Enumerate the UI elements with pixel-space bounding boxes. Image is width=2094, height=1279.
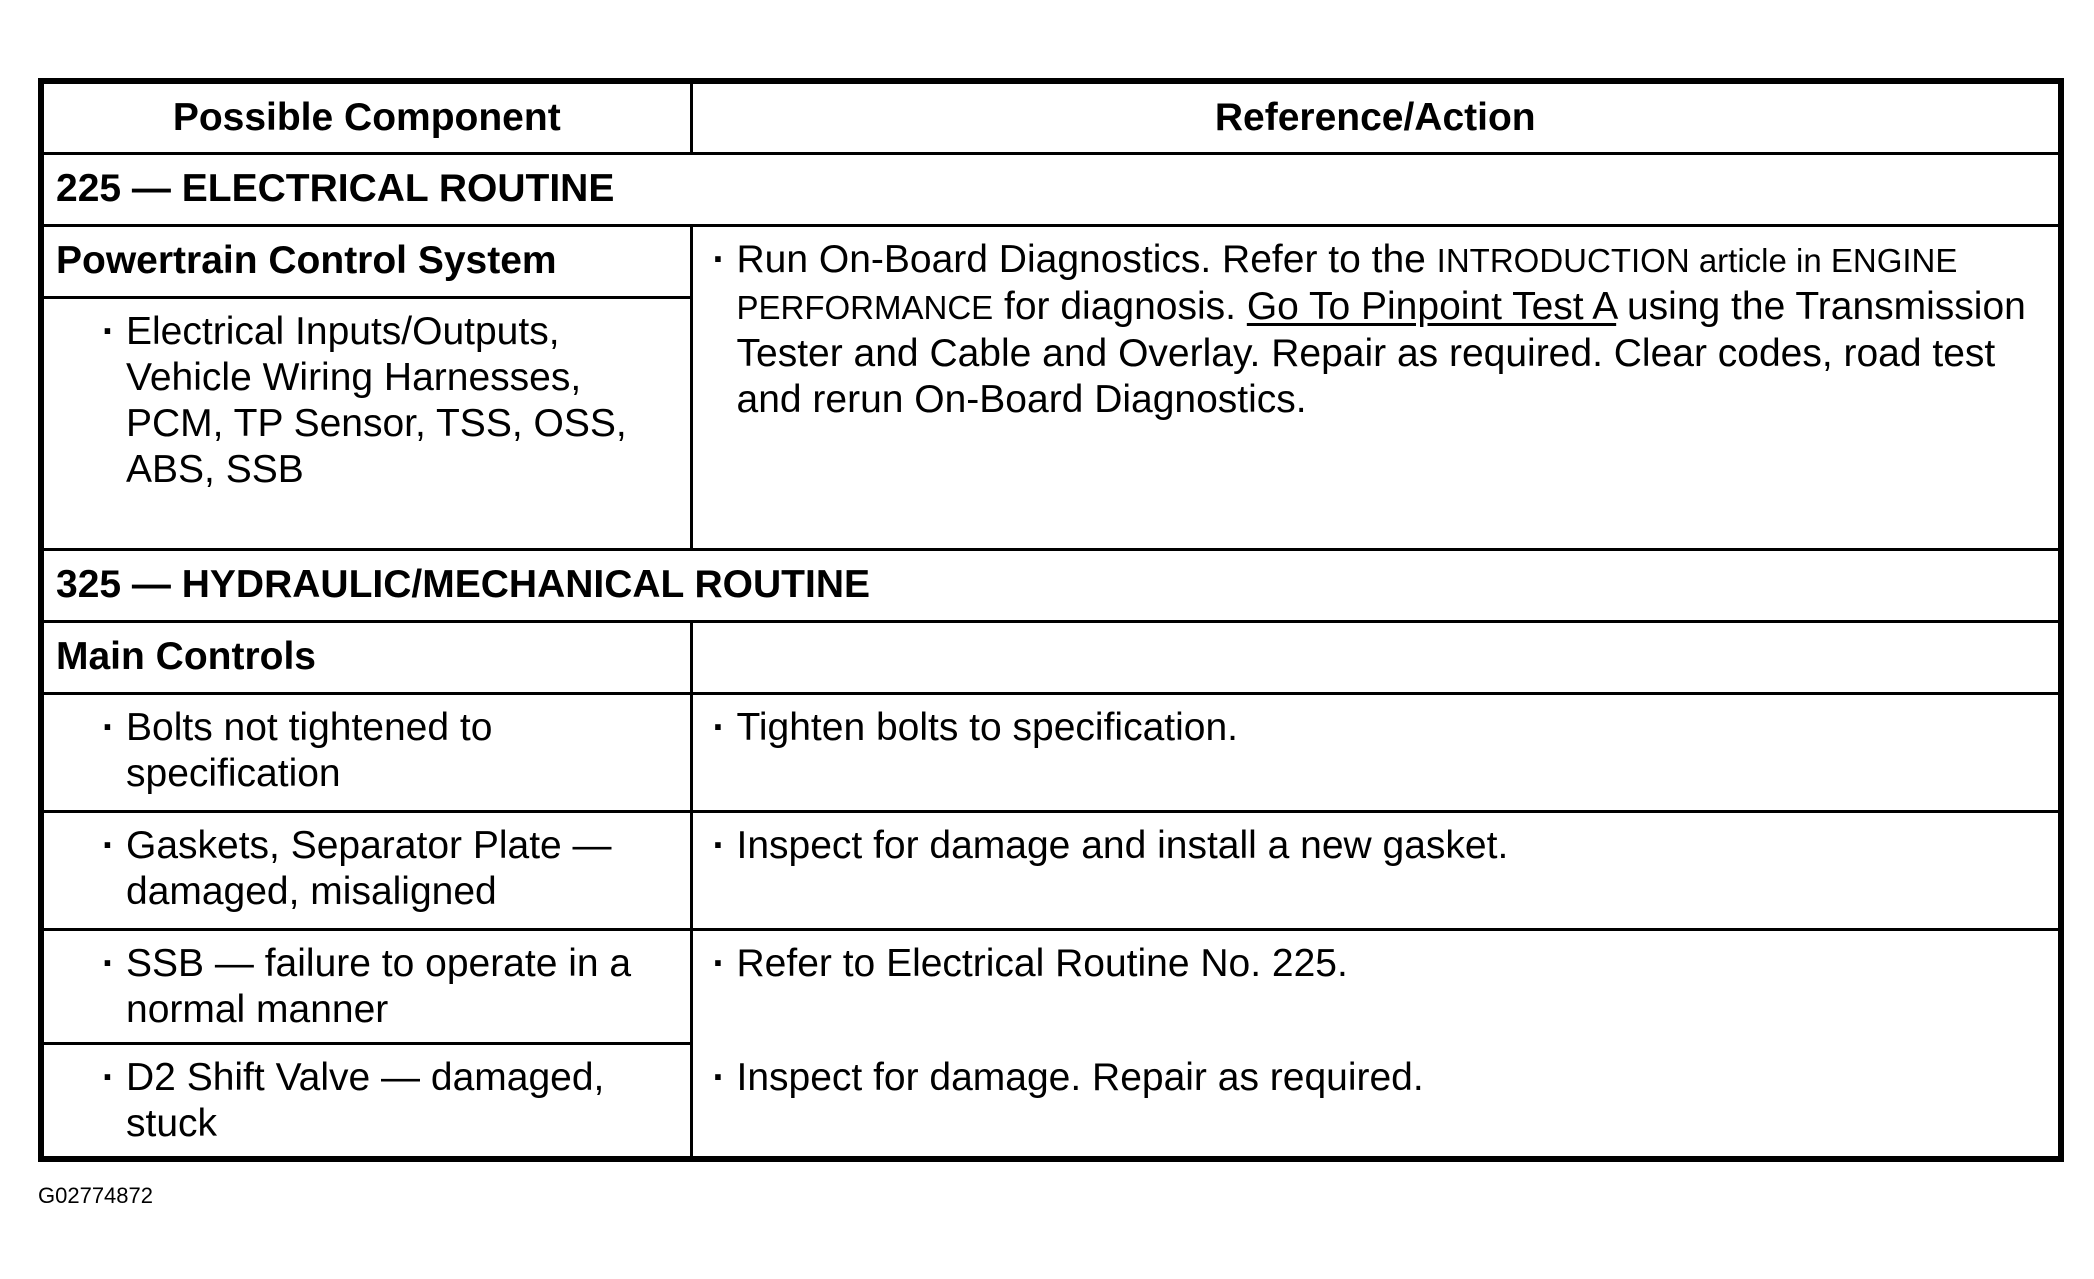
bullet: · (712, 705, 726, 749)
list-item (44, 1055, 690, 1147)
bullet: · (712, 237, 726, 281)
pinpoint-test-link[interactable]: Go To Pinpoint Test A (1246, 284, 1617, 328)
component-text: Bolts not tightened to specification (126, 705, 493, 795)
table-row (41, 929, 2061, 1043)
section-row-hydraulic (41, 549, 2061, 621)
empty-cell (691, 621, 2061, 693)
list-item (693, 237, 2059, 423)
bullet: · (102, 705, 115, 749)
header-row (41, 81, 2061, 153)
list-item (693, 941, 2059, 987)
bullet: · (102, 823, 115, 867)
action-text-part3: using the Transmission Tester and Cable and Overlay. Repair as required. Clear codes, road test and rerun On-Board Diagnostics. (736, 284, 2026, 421)
header-reference-action: Reference/Action (691, 81, 2061, 153)
section-row-electrical (41, 153, 2061, 225)
component-text: Gaskets, Separator Plate — damaged, misaligned (126, 823, 612, 913)
diagnosis-table (38, 78, 2064, 1162)
action-cell-electrical (691, 225, 2061, 549)
component-cell (41, 693, 691, 811)
group-row-powertrain (41, 225, 2061, 297)
header-possible-component: Possible Component (41, 81, 691, 153)
action-text-part2: for diagnosis. (993, 284, 1247, 328)
list-item (44, 941, 690, 1033)
group-row-main-controls (41, 621, 2061, 693)
list-item (44, 705, 690, 797)
action-cell (691, 811, 2061, 929)
table-row (41, 811, 2061, 929)
group-title-main-controls: Main Controls (41, 621, 691, 693)
component-text: D2 Shift Valve — damaged, stuck (126, 1055, 605, 1145)
action-text: Inspect for damage. Repair as required. (736, 1055, 1424, 1099)
component-text: Electrical Inputs/Outputs, Vehicle Wiring Harnesses, PCM, TP Sensor, TSS, OSS, ABS, SSB (126, 309, 627, 491)
action-text: Inspect for damage and install a new gasket. (736, 823, 1509, 867)
bullet: · (102, 309, 115, 353)
action-cell (691, 693, 2061, 811)
table-row (41, 693, 2061, 811)
bullet: · (712, 941, 726, 985)
action-text: Tighten bolts to specification. (736, 705, 1238, 749)
list-item (693, 823, 2059, 869)
component-cell (41, 929, 691, 1043)
action-text-part1: Run On-Board Diagnostics. Refer to the (736, 237, 1437, 281)
list-item (44, 309, 690, 493)
list-item (44, 823, 690, 915)
figure-id: G02774872 (38, 1183, 153, 1208)
bullet: · (102, 941, 115, 985)
bullet: · (712, 1055, 726, 1099)
action-text: Refer to Electrical Routine No. 225. (736, 941, 1348, 985)
reference-introduction: INTRODUCTION article in ENGINE PERFORMANCE (736, 241, 1958, 326)
action-text-electrical (737, 237, 2029, 423)
component-text: SSB — failure to operate in a normal manner (126, 941, 632, 1031)
group-title-powertrain: Powertrain Control System (41, 225, 691, 297)
action-cell-merged (691, 929, 2061, 1159)
bullet: · (102, 1055, 115, 1099)
section-title-electrical: 225 — ELECTRICAL ROUTINE (41, 153, 2061, 225)
component-cell (41, 1043, 691, 1159)
component-cell-electrical (41, 297, 691, 549)
section-title-hydraulic: 325 — HYDRAULIC/MECHANICAL ROUTINE (41, 549, 2061, 621)
list-item (693, 705, 2059, 751)
bullet: · (712, 823, 726, 867)
component-cell (41, 811, 691, 929)
list-item (693, 1055, 2059, 1101)
